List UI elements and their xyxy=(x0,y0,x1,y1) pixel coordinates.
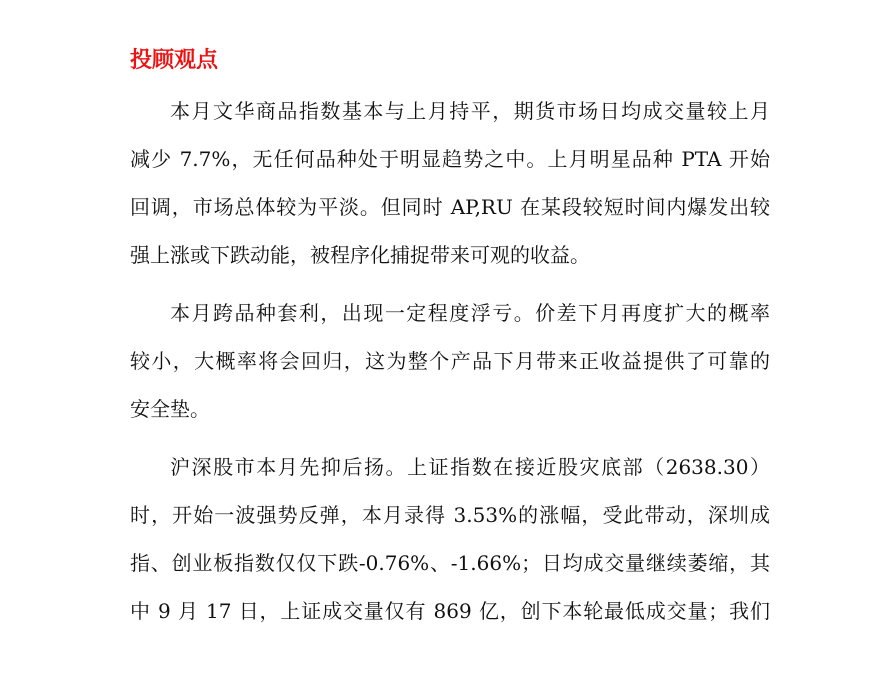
paragraph-2 xyxy=(130,289,770,433)
text-line: 中 9 月 17 日，上证成交量仅有 869 亿，创下本轮最低成交量；我们 xyxy=(130,599,770,623)
text-line: 强上涨或下跌动能，被程序化捕捉带来可观的收益。 xyxy=(130,243,590,267)
text-line: 较小，大概率将会回归，这为整个产品下月带来正收益提供了可靠的 xyxy=(130,349,770,373)
text-line: 沪深股市本月先抑后扬。上证指数在接近股灾底部（2638.30） xyxy=(170,455,770,479)
paragraph-3 xyxy=(130,443,770,635)
text-line: 本月跨品种套利，出现一定程度浮亏。价差下月再度扩大的概率 xyxy=(170,301,770,325)
body-text xyxy=(130,87,770,645)
text-line: 回调，市场总体较为平淡。但同时 AP,RU 在某段较短时间内爆发出较 xyxy=(130,195,770,219)
text-line: 安全垫。 xyxy=(130,397,210,421)
text-line: 指、创业板指数仅仅下跌-0.76%、-1.66%；日均成交量继续萎缩，其 xyxy=(130,551,770,575)
paragraph-1 xyxy=(130,87,770,279)
text-line: 时，开始一波强势反弹，本月录得 3.53%的涨幅，受此带动，深圳成 xyxy=(130,503,770,527)
text-line: 减少 7.7%，无任何品种处于明显趋势之中。上月明星品种 PTA 开始 xyxy=(130,147,770,171)
section-heading: 投顾观点 xyxy=(130,48,219,73)
text-line: 本月文华商品指数基本与上月持平，期货市场日均成交量较上月 xyxy=(170,99,770,123)
